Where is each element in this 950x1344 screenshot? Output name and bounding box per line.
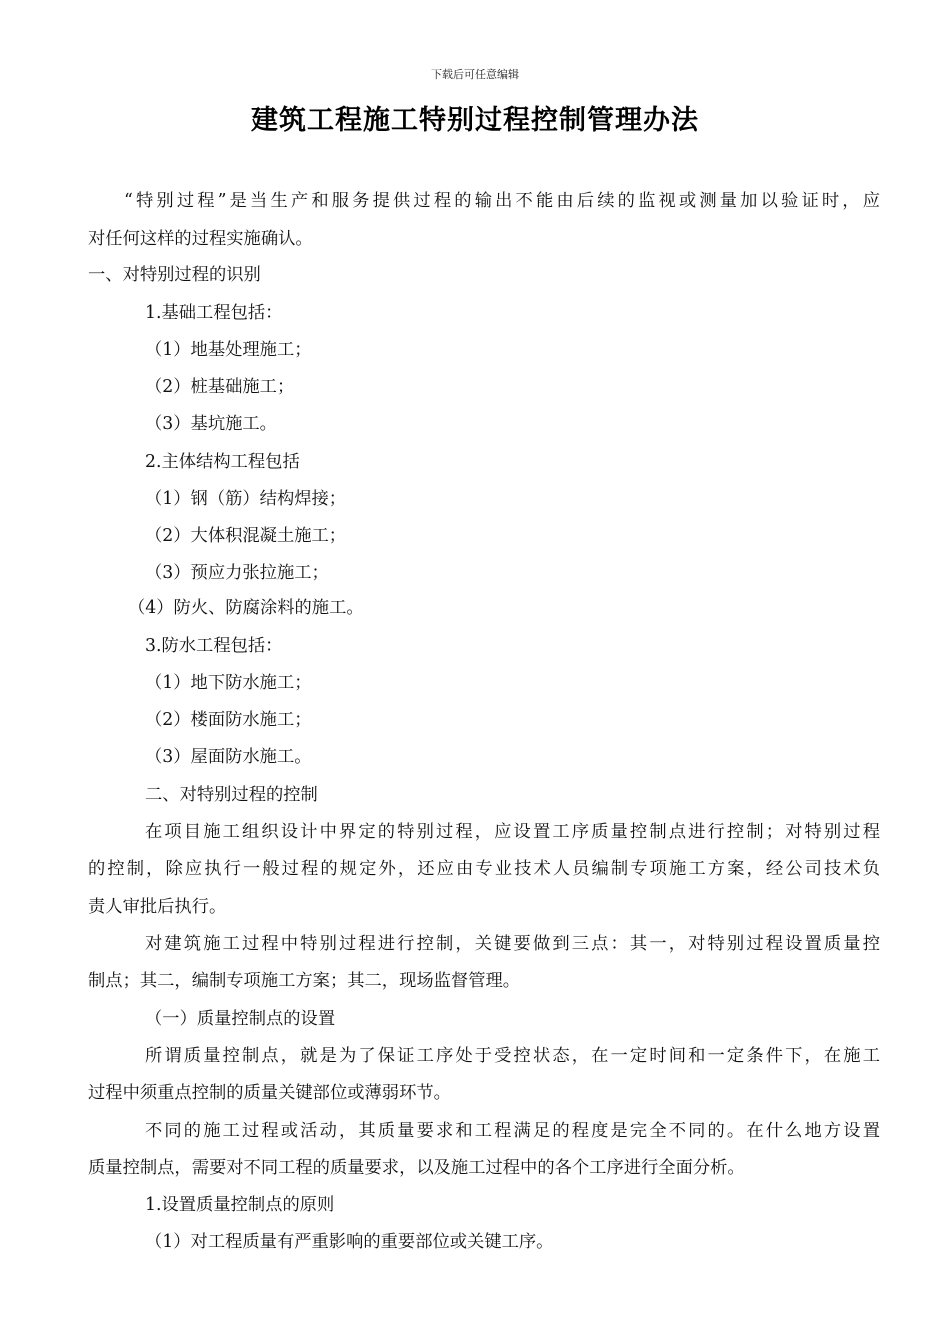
paragraph-line: 不同的施工过程或活动，其质量要求和工程满足的程度是完全不同的。在什么地方设置	[145, 1121, 880, 1141]
section-heading: 一、对特别过程的识别	[88, 265, 261, 285]
paragraph-line: 过程中须重点控制的质量关键部位或薄弱环节。	[88, 1083, 451, 1103]
list-item: （2）楼面防水施工；	[145, 710, 312, 730]
paragraph-line: 对任何这样的过程实施确认。	[88, 229, 313, 249]
list-item: （2）桩基础施工；	[145, 377, 295, 397]
paragraph-line: 对建筑施工过程中特别过程进行控制，关键要做到三点：其一，对特别过程设置质量控	[145, 934, 880, 954]
list-item: （4）防火、防腐涂料的施工。	[128, 598, 364, 618]
list-item: （3）基坑施工。	[145, 414, 277, 434]
paragraph-line: 所谓质量控制点，就是为了保证工序处于受控状态，在一定时间和一定条件下，在施工	[145, 1046, 880, 1066]
paragraph-line: 制点；其二，编制专项施工方案；其二，现场监督管理。	[88, 971, 521, 991]
list-item: （1）钢（筋）结构焊接；	[145, 489, 347, 509]
paragraph-line: 责人审批后执行。	[88, 897, 227, 917]
list-item: （1）地基处理施工；	[145, 340, 312, 360]
header-note: 下载后可任意编辑	[431, 68, 519, 81]
subsection-heading: 1.设置质量控制点的原则	[145, 1195, 335, 1215]
list-item: （3）预应力张拉施工；	[145, 563, 329, 583]
list-item: （2）大体积混凝土施工；	[145, 526, 347, 546]
list-item: （3）屋面防水施工。	[145, 747, 312, 767]
paragraph-line: 质量控制点，需要对不同工程的质量要求，以及施工过程中的各个工序进行全面分析。	[88, 1158, 745, 1178]
subsection-heading: 3.防水工程包括：	[145, 636, 283, 656]
document-title: 建筑工程施工特别过程控制管理办法	[251, 105, 699, 136]
list-item: （1）对工程质量有严重影响的重要部位或关键工序。	[145, 1232, 554, 1252]
paragraph-line: 在项目施工组织设计中界定的特别过程，应设置工序质量控制点进行控制；对特别过程	[145, 822, 880, 842]
subsection-heading: 1.基础工程包括：	[145, 303, 283, 323]
subsection-heading: （一）质量控制点的设置	[145, 1009, 336, 1029]
subsection-heading: 2.主体结构工程包括	[145, 452, 300, 472]
paragraph-line: “特别过程”是当生产和服务提供过程的输出不能由后续的监视或测量加以验证时，应	[124, 191, 880, 211]
list-item: （1）地下防水施工；	[145, 673, 312, 693]
section-heading: 二、对特别过程的控制	[145, 785, 318, 805]
paragraph-line: 的控制，除应执行一般过程的规定外，还应由专业技术人员编制专项施工方案，经公司技术负	[88, 859, 880, 879]
